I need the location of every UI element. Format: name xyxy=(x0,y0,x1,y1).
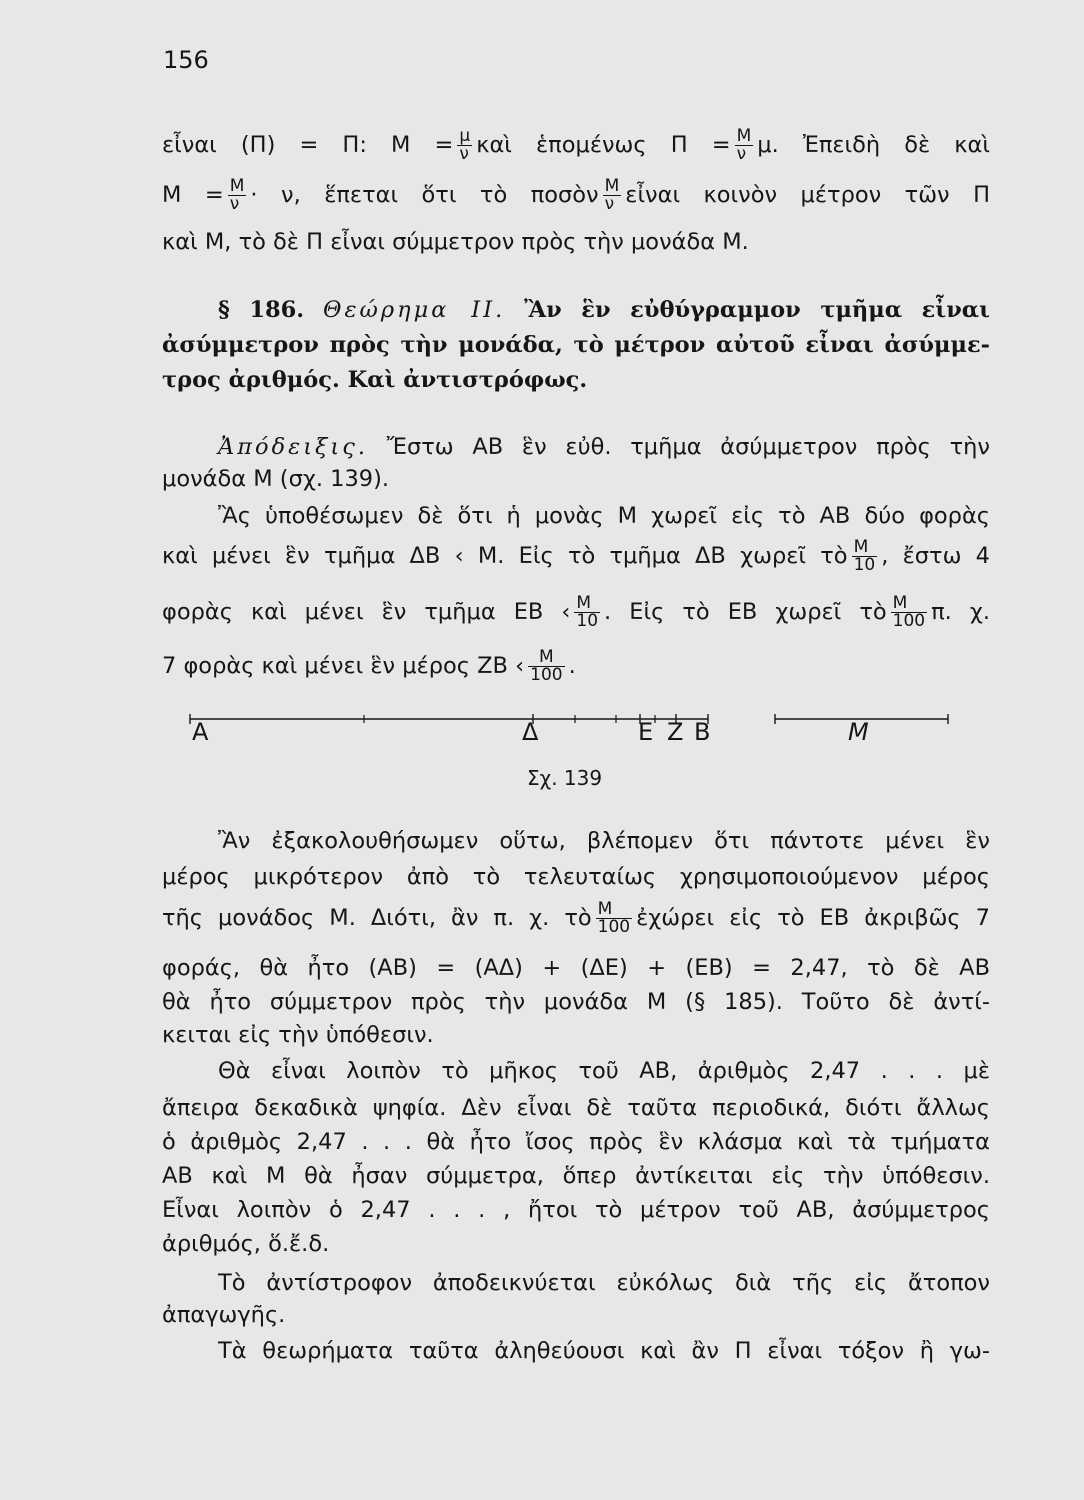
text-span: μ. Ἐπειδὴ δὲ καὶ xyxy=(757,132,990,158)
fraction-m-nu: $\frac{M}{\nu}$ xyxy=(604,176,620,214)
text-span: . xyxy=(568,653,576,679)
theorem-heading-line-1 xyxy=(218,294,990,328)
text-line-21: ὁ ἀριθμὸς 2,47 . . . θὰ ἦτο ἴσος πρὸς ἓν κλάσμα καὶ τὰ τμήματα xyxy=(162,1129,990,1155)
text-line-2 xyxy=(162,178,990,212)
text-line-19: Θὰ εἶναι λοιπὸν τὸ μῆκος τοῦ ΑΒ, ἀριθμὸς 2,47 . . . μὲ xyxy=(218,1058,990,1084)
fraction-m-10: $\frac{M}{10}$ xyxy=(853,537,876,575)
label-z: Ζ xyxy=(667,718,684,746)
text-span: . Εἰς τὸ ΕΒ χωρεῖ τὸ xyxy=(604,599,887,625)
label-e: Ε xyxy=(638,718,654,746)
proof-line-2: μονάδα Μ (σχ. 139). xyxy=(162,466,390,492)
text-line-24: ἀριθμός, ὅ.ἔ.δ. xyxy=(162,1231,330,1257)
text-line-17: θὰ ἦτο σύμμετρον πρὸς τὴν μονάδα Μ (§ 185). Τοῦτο δὲ ἀντί- xyxy=(162,989,990,1015)
proof-line-4 xyxy=(162,532,990,580)
text-span: τῆς μονάδος Μ. Διότι, ἂν π. χ. τὸ xyxy=(162,905,592,931)
fraction-mu-nu: $\frac{\mu}{\nu}$ xyxy=(459,126,471,164)
proof-label: Ἀπόδειξις. xyxy=(218,434,368,460)
theorem-title: Θεώρημα ΙΙ. xyxy=(323,297,506,323)
label-a: Α xyxy=(192,718,209,746)
text-line-16: φοράς, θὰ ἦτο (ΑΒ) = (ΑΔ) + (ΔΕ) + (ΕΒ) = 2,47, τὸ δὲ ΑΒ xyxy=(162,955,990,981)
label-d: Δ xyxy=(522,718,539,746)
theorem-heading-line-2: ἀσύμμετρον πρὸς τὴν μονάδα, τὸ μέτρον αὐτοῦ εἶναι ἀσύμμε- xyxy=(162,332,990,358)
segment-diagram xyxy=(160,700,1000,760)
text-span: φορὰς καὶ μένει ἓν τμῆμα ΕΒ ‹ xyxy=(162,599,571,625)
label-m: Μ xyxy=(848,718,869,746)
text-line-14: μέρος μικρότερον ἀπὸ τὸ τελευταίως χρησιμοποιούμενον μέρος xyxy=(162,864,990,890)
fraction-m-nu: $\frac{M}{\nu}$ xyxy=(229,176,245,214)
text-line-25: Τὸ ἀντίστροφον ἀποδεικνύεται εὐκόλως διὰ τῆς εἰς ἄτοπον xyxy=(218,1270,990,1296)
text-span: Μ = xyxy=(162,182,224,208)
text-line-26: ἀπαγωγῆς. xyxy=(162,1302,286,1328)
section-number: § 186. xyxy=(218,297,305,323)
text-span: καὶ μένει ἓν τμῆμα ΔΒ ‹ Μ. Εἰς τὸ τμῆμα ΔΒ χωρεῖ τὸ xyxy=(162,543,848,569)
proof-line-1 xyxy=(218,431,990,465)
text-span: , ἔστω 4 xyxy=(881,543,990,569)
text-span: εἶναι κοινὸν μέτρον τῶν Π xyxy=(625,182,990,208)
text-span: · ν, ἕπεται ὅτι τὸ ποσὸν xyxy=(250,182,599,208)
proof-line-3: Ἂς ὑποθέσωμεν δὲ ὅτι ἡ μονὰς Μ χωρεῖ εἰς τὸ ΑΒ δύο φορὰς xyxy=(218,503,990,529)
text-line-3: καὶ Μ, τὸ δὲ Π εἶναι σύμμετρον πρὸς τὴν μονάδα Μ. xyxy=(162,229,749,255)
text-span: ἐχώρει εἰς τὸ ΕΒ ἀκριβῶς 7 xyxy=(636,905,990,931)
text-line-18: κειται εἰς τὴν ὑπόθεσιν. xyxy=(162,1022,434,1048)
proof-line-6 xyxy=(162,642,990,690)
text-span: καὶ ἑπομένως Π = xyxy=(476,132,731,158)
fraction-m-10: $\frac{M}{10}$ xyxy=(576,593,599,631)
text-line-20: ἄπειρα δεκαδικὰ ψηφία. Δὲν εἶναι δὲ ταῦτα περιοδικά, διότι ἄλλως xyxy=(162,1095,990,1121)
fraction-m-100: $\frac{M}{100}$ xyxy=(892,593,926,631)
text-span: εἶναι (Π) = Π: Μ = xyxy=(162,132,454,158)
fraction-m-nu: $\frac{M}{\nu}$ xyxy=(736,126,752,164)
fraction-m-100: $\frac{M}{100}$ xyxy=(530,647,563,685)
text-line-22: ΑΒ καὶ Μ θὰ ἦσαν σύμμετρα, ὅπερ ἀντίκειται εἰς τὴν ὑπόθεσιν. xyxy=(162,1163,990,1189)
text-span: π. χ. xyxy=(931,599,991,625)
theorem-statement: Ἂν ἓν εὐθύγραμμον τμῆμα εἶναι xyxy=(524,297,991,323)
text-line-23: Εἶναι λοιπὸν ὁ 2,47 . . . , ἤτοι τὸ μέτρον τοῦ ΑΒ, ἀσύμμετρος xyxy=(162,1197,990,1223)
fraction-m-100: $\frac{M}{100}$ xyxy=(597,899,631,937)
proof-line-5 xyxy=(162,588,990,636)
page-number: 156 xyxy=(163,46,209,74)
text-span: 7 φορὰς καὶ μένει ἓν μέρος ΖΒ ‹ xyxy=(162,653,525,679)
theorem-heading-line-3: τρος ἀριθμός. Καὶ ἀντιστρόφως. xyxy=(162,367,588,393)
text-line-1 xyxy=(162,128,990,162)
text-line-15 xyxy=(162,894,990,942)
text-span: Ἔστω ΑΒ ἓν εὐθ. τμῆμα ἀσύμμετρον πρὸς τὴν xyxy=(386,434,990,460)
text-line-27: Τὰ θεωρήματα ταῦτα ἀληθεύουσι καὶ ἂν Π εἶναι τόξον ἢ γω- xyxy=(218,1338,990,1364)
label-b: Β xyxy=(694,718,711,746)
figure-caption: Σχ. 139 xyxy=(527,766,603,790)
text-line-13: Ἂν ἐξακολουθήσωμεν οὕτω, βλέπομεν ὅτι πάντοτε μένει ἓν xyxy=(218,828,990,854)
